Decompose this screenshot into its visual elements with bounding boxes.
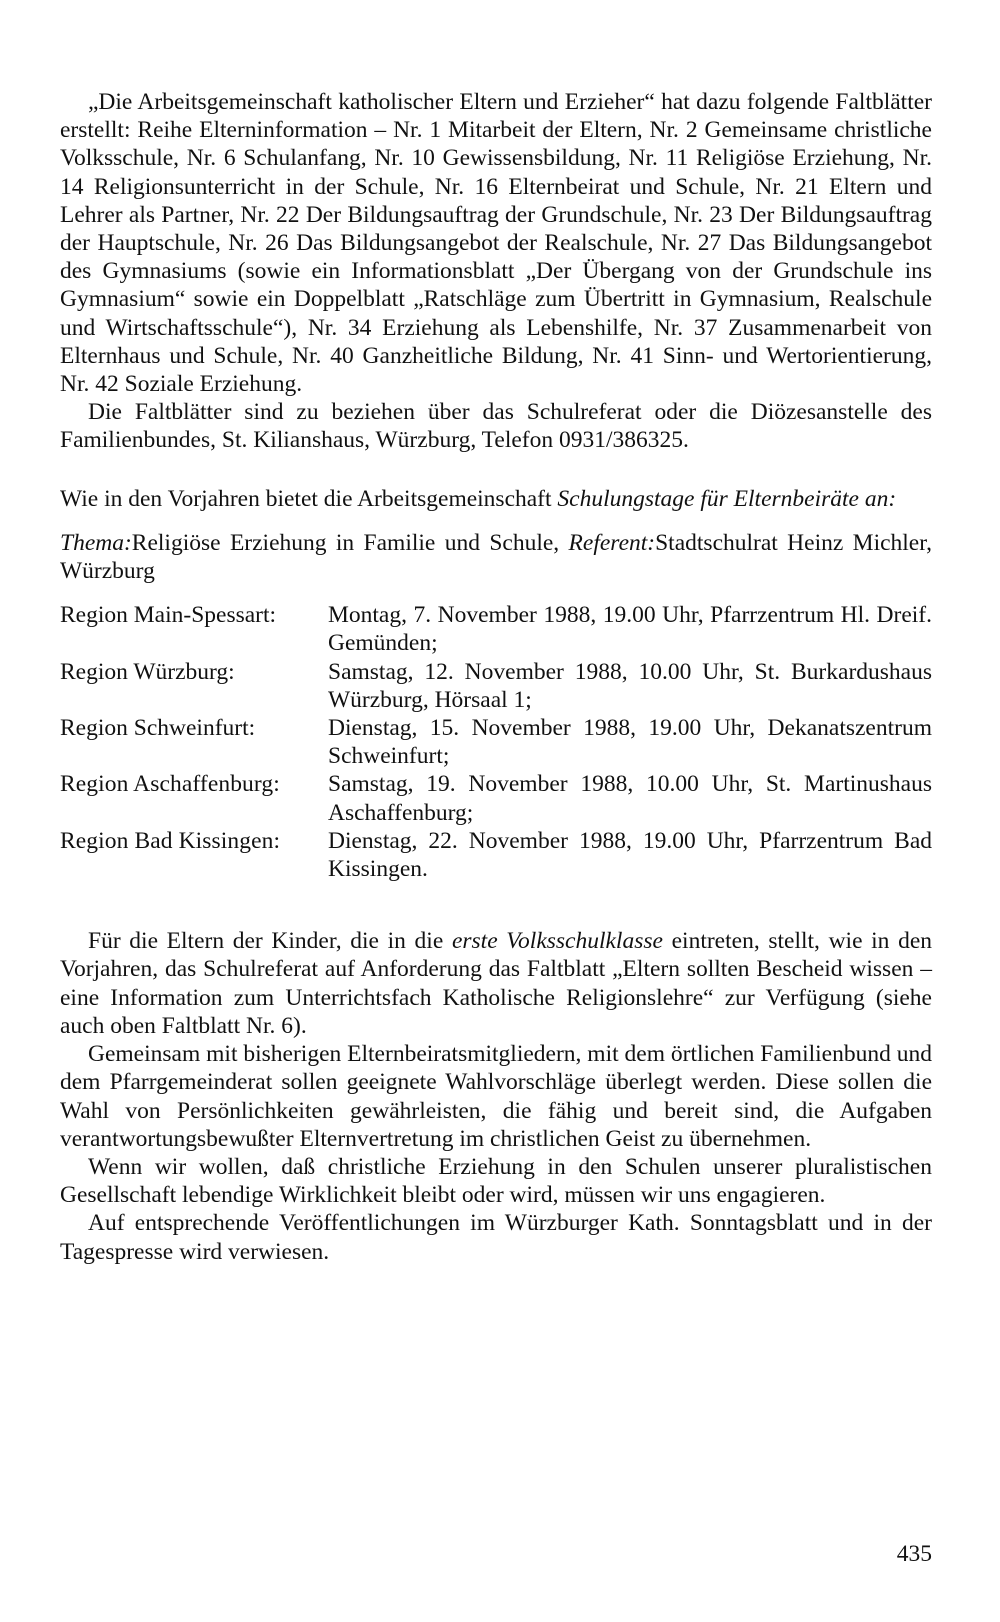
page-number: 435 [896,1541,932,1567]
schedule-region: Region Schweinfurt: [60,715,256,742]
schedule-row [60,827,932,883]
first-class-after: eintreten, stellt, wie in den Vorjahren, das Schulreferat auf Anforderung das Faltblatt „Eltern sollten Bescheid wissen – eine Information zum Unterrichtsfach Katholische Religionslehre“ zur Verfügung (siehe auch oben Faltblatt Nr. 6). [60,928,933,1039]
schedule-details: Dienstag, 22. November 1988, 19.00 Uhr, Pfarrzentrum Bad Kissingen. [328,827,932,883]
schedule-row [60,770,932,826]
training-title: Schulungstage für Elternbeiräte an: [557,485,897,512]
closing-paragraph: Wenn wir wollen, daß christliche Erziehung in den Schulen unserer pluralistischen Gesellschaft lebendige Wirklichkeit bleibt oder wird, müssen wir uns engagieren. [60,1153,932,1209]
schedule-region: Region Würzburg: [60,658,235,685]
schedule-row [60,714,932,770]
schedule-row [60,658,932,714]
faltblatt-list-paragraph: „Die Arbeitsgemeinschaft katholischer Eltern und Erzieher“ hat dazu folgende Faltblätter erstellt: Reihe Elterninformation – Nr. 1 Mitarbeit der Eltern, Nr. 2 Gemeinsame christliche Volksschule, Nr. 6 Schulanfang, Nr. 10 Gewissensbildung, Nr. 11 Religiöse Erziehung, Nr. 14 Religionsunterricht in der Schule, Nr. 16 Elternbeirat und Schule, Nr. 21 Eltern und Lehrer als Partner, Nr. 22 Der Bildungsauftrag der Grundschule, Nr. 23 Der Bildungsauftrag der Hauptschule, Nr. 26 Das Bildungsangebot der Realschule, Nr. 27 Das Bildungsangebot des Gymnasiums (sowie ein Informationsblatt „Der Übergang von der Grundschule ins Gymnasium“ sowie ein Doppelblatt „Ratschläge zum Übertritt in Gymnasium, Realschule und Wirtschaftsschule“), Nr. 34 Erziehung als Lebenshilfe, Nr. 37 Zusammenarbeit von Elternhaus und Schule, Nr. 40 Ganzheitliche Bildung, Nr. 41 Sinn- und Wertorientierung, Nr. 42 Soziale Erziehung. [60,89,932,398]
speaker-label: Referent: [568,529,656,556]
schedule-list [60,601,932,883]
schedule-row [60,601,932,657]
document-page [60,88,932,1266]
first-class-emphasis: erste Volksschulklasse [451,928,663,955]
topic-text: Religiöse Erziehung in Familie und Schule, [131,529,560,556]
schedule-details: Samstag, 19. November 1988, 10.00 Uhr, St. Martinushaus Aschaffenburg; [328,771,932,826]
topic-label: Thema: [60,529,132,556]
first-class-before: Für die Eltern der Kinder, die in die [88,928,444,955]
ordering-info-paragraph: Die Faltblätter sind zu beziehen über das Schulreferat oder die Diözesanstelle des Familienbundes, St. Kilianshaus, Würzburg, Telefon 0931/386325. [60,399,932,454]
schedule-details: Montag, 7. November 1988, 19.00 Uhr, Pfarrzentrum Hl. Dreif. Gemünden; [328,602,932,657]
training-lead: Wie in den Vorjahren bietet die Arbeitsgemeinschaft [60,485,552,512]
closing-paragraph: Auf entsprechende Veröffentlichungen im Würzburger Kath. Sonntagsblatt und in der Tagespresse wird verwiesen. [60,1210,932,1265]
training-topic [60,529,932,585]
schedule-details: Samstag, 12. November 1988, 10.00 Uhr, St. Burkardushaus Würzburg, Hörsaal 1; [328,658,932,713]
schedule-details: Dienstag, 15. November 1988, 19.00 Uhr, Dekanatszentrum Schweinfurt; [328,715,932,770]
closing-paragraph: Gemeinsam mit bisherigen Elternbeiratsmitgliedern, mit dem örtlichen Familienbund und dem Pfarrgemeinderat sollen geeignete Wahlvorschläge überlegt werden. Diese sollen die Wahl von Persönlichkeiten gewährleisten, die fähig und bereit sind, die Aufgaben verantwortungsbewußter Elternvertretung im christlichen Geist zu übernehmen. [60,1041,932,1152]
schedule-region: Region Main-Spessart: [60,602,277,629]
schedule-region: Region Aschaffenburg: [60,771,280,798]
speaker-text: Stadtschulrat Heinz Michler, Würzburg [60,529,932,585]
training-announcement [60,485,932,513]
schedule-region: Region Bad Kissingen: [60,827,281,854]
first-class-paragraph [60,927,932,1040]
